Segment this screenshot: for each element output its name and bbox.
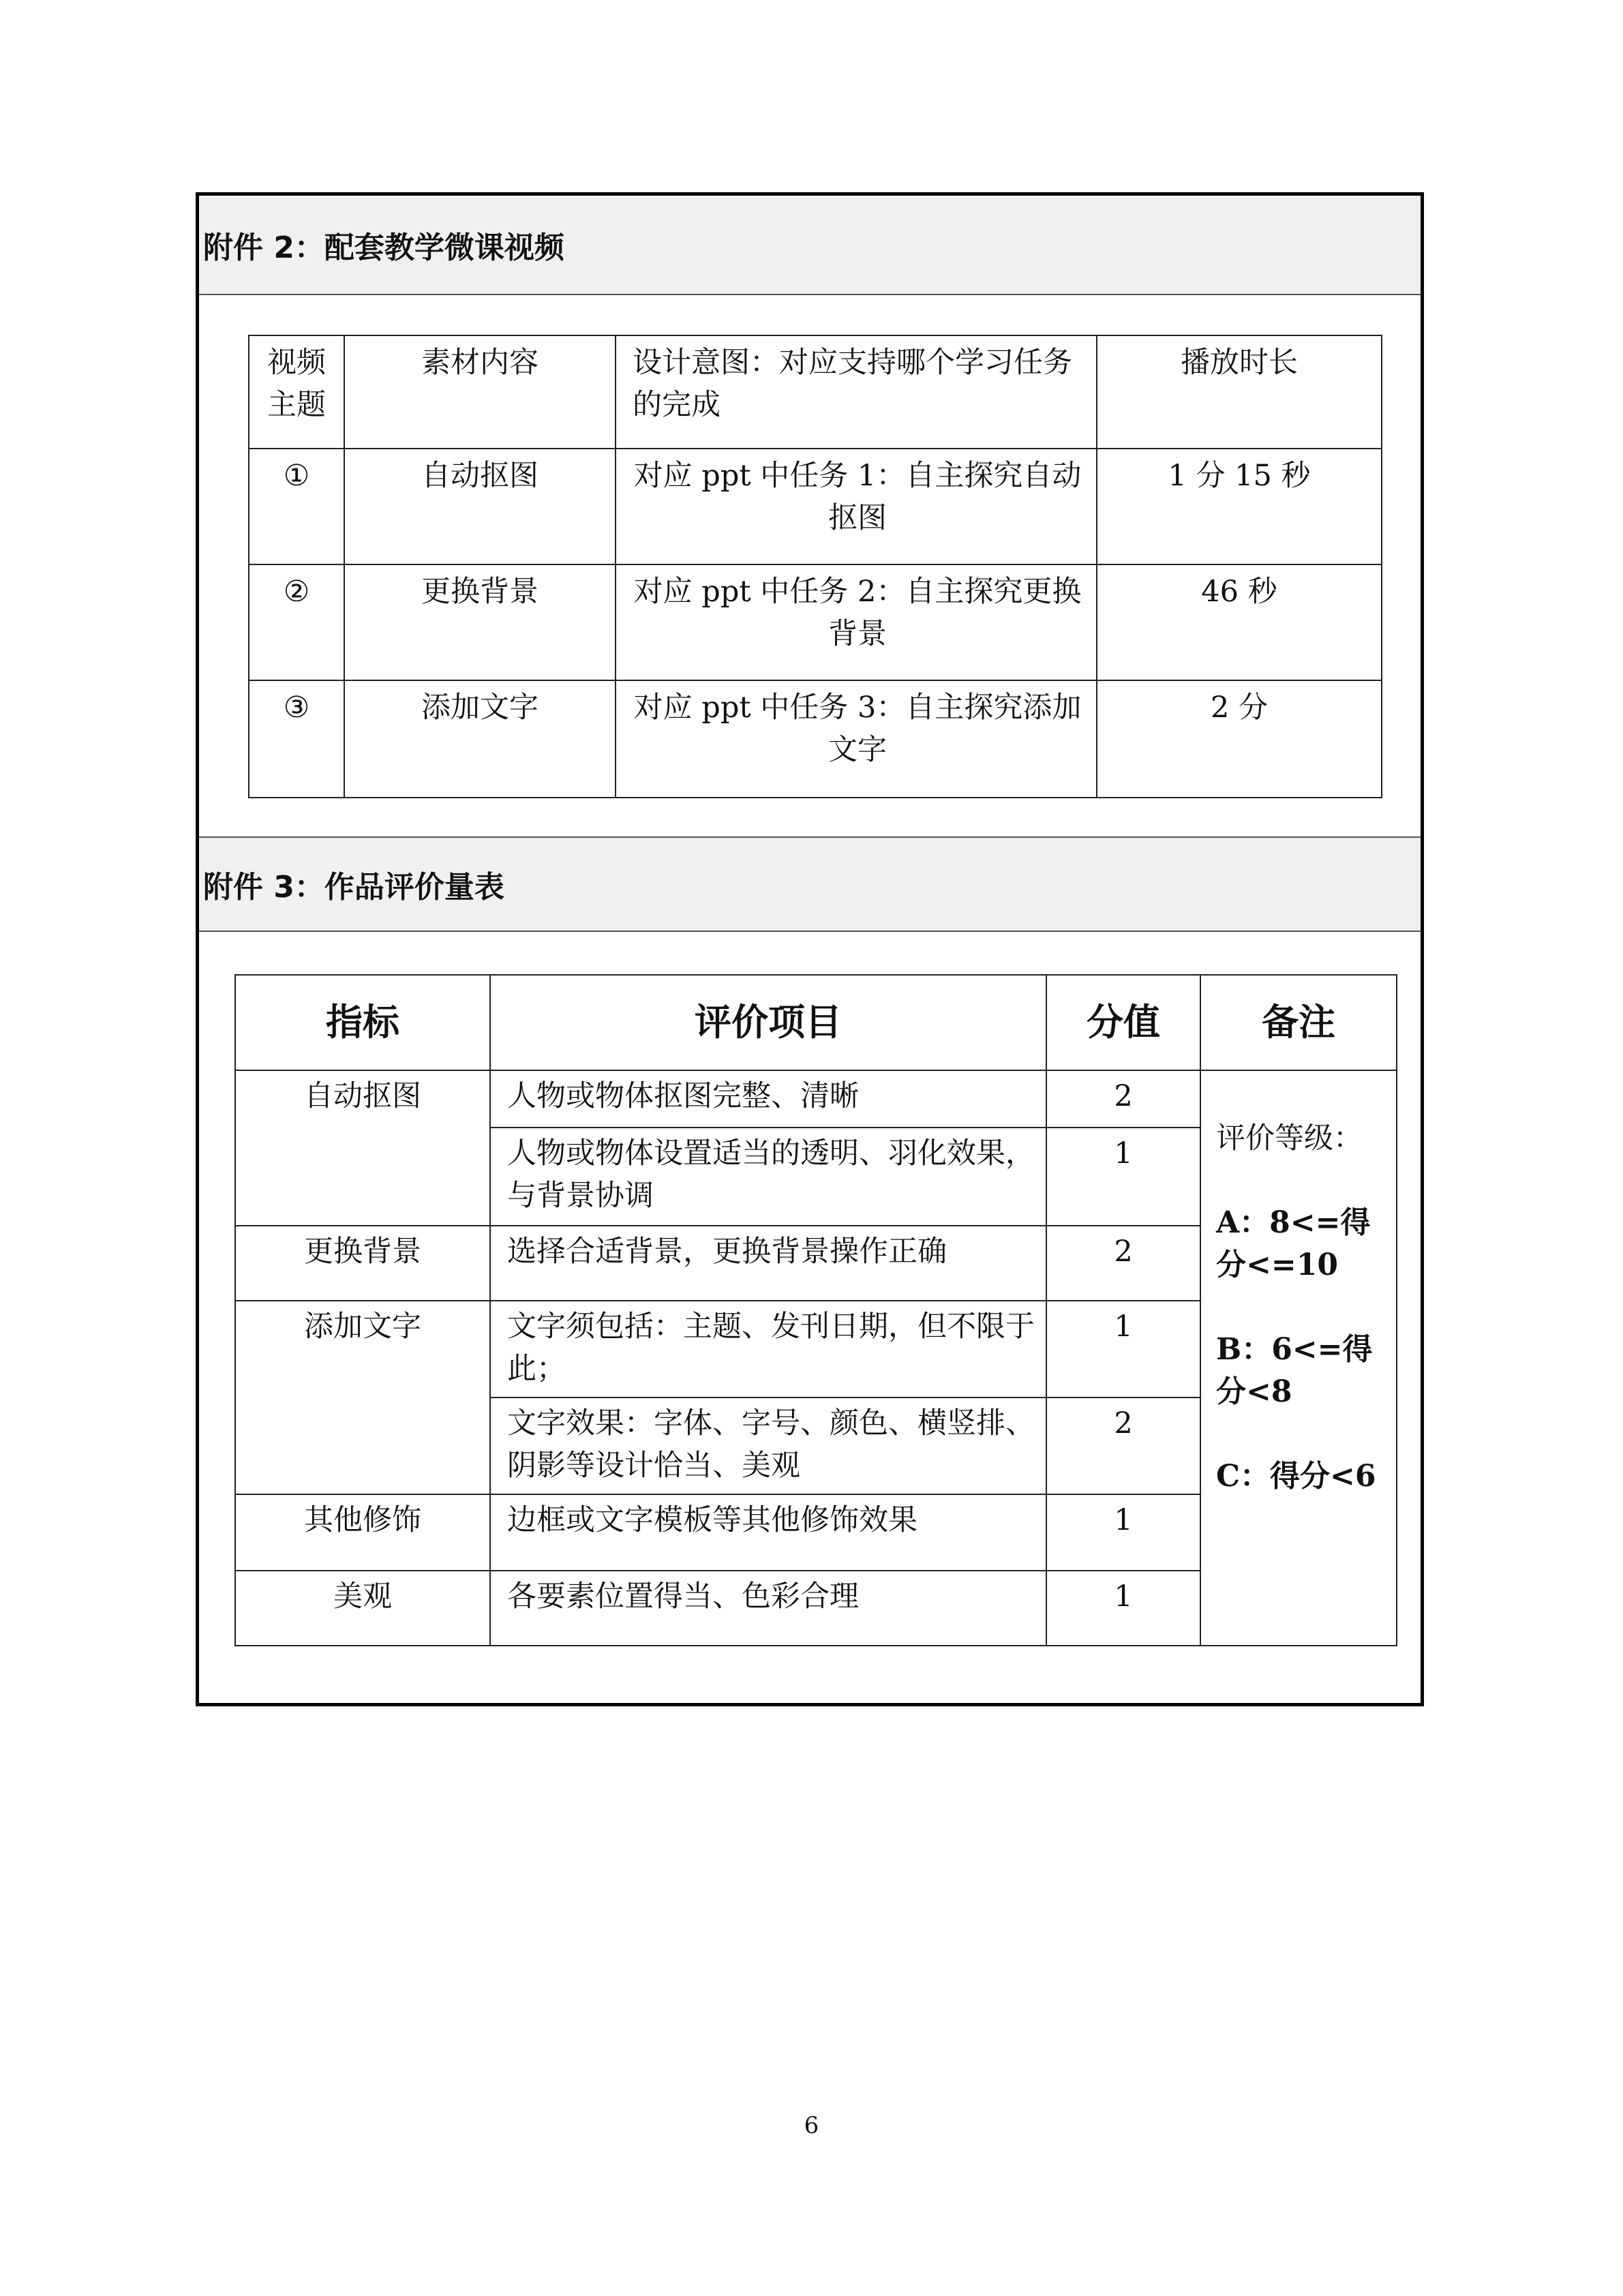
- table-row: [249, 449, 1382, 564]
- video-table-header: [249, 335, 1382, 449]
- row-content: 自动抠图: [344, 449, 616, 564]
- row-number: ①: [249, 449, 344, 564]
- item-cell: 边框或文字模板等其他修饰效果: [490, 1494, 1046, 1571]
- header-topic: 视频主题: [249, 335, 344, 449]
- indicator-cell: 添加文字: [235, 1301, 490, 1494]
- row-intent: 对应 ppt 中任务 1：自主探究自动抠图: [616, 449, 1097, 564]
- grade-b: B：6<=得分<8: [1216, 1332, 1373, 1409]
- indicator-cell: 其他修饰: [235, 1494, 490, 1571]
- score-cell: 2: [1046, 1226, 1200, 1301]
- header-intent: 设计意图：对应支持哪个学习任务的完成: [616, 335, 1097, 449]
- row-content: 更换背景: [344, 564, 616, 680]
- evaluation-table: [234, 974, 1397, 1646]
- item-cell: 各要素位置得当、色彩合理: [490, 1571, 1046, 1646]
- score-cell: 1: [1046, 1494, 1200, 1571]
- header-score: 分值: [1046, 975, 1200, 1070]
- row-duration: 2 分: [1097, 680, 1382, 798]
- attachment2-title: 附件 2：配套教学微课视频: [199, 196, 1421, 295]
- item-cell: 文字效果：字体、字号、颜色、横竖排、阴影等设计恰当、美观: [490, 1398, 1046, 1494]
- grade-a: A：8<=得分<=10: [1216, 1205, 1371, 1282]
- table-row: [249, 564, 1382, 680]
- row-duration: 46 秒: [1097, 564, 1382, 680]
- row-number: ②: [249, 564, 344, 680]
- score-cell: 1: [1046, 1128, 1200, 1226]
- item-cell: 人物或物体设置适当的透明、羽化效果，与背景协调: [490, 1128, 1046, 1226]
- header-notes: 备注: [1200, 975, 1397, 1070]
- indicator-cell: 美观: [235, 1571, 490, 1646]
- row-content: 添加文字: [344, 680, 616, 798]
- grade-c: C：得分<6: [1216, 1459, 1376, 1494]
- row-number: ③: [249, 680, 344, 798]
- header-content: 素材内容: [344, 335, 616, 449]
- header-indicator: 指标: [235, 975, 490, 1070]
- content-frame: [196, 192, 1424, 1706]
- table-row: [235, 1070, 1397, 1128]
- page-number: 6: [804, 2112, 819, 2139]
- video-table: [248, 335, 1382, 798]
- row-intent: 对应 ppt 中任务 3：自主探究添加文字: [616, 680, 1097, 798]
- score-cell: 2: [1046, 1070, 1200, 1128]
- indicator-cell: 更换背景: [235, 1226, 490, 1301]
- evaluation-table-header: [235, 975, 1397, 1070]
- indicator-cell: 自动抠图: [235, 1070, 490, 1226]
- row-duration: 1 分 15 秒: [1097, 449, 1382, 564]
- header-duration: 播放时长: [1097, 335, 1382, 449]
- header-item: 评价项目: [490, 975, 1046, 1070]
- item-cell: 人物或物体抠图完整、清晰: [490, 1070, 1046, 1128]
- table-row: [249, 680, 1382, 798]
- notes-cell: [1200, 1070, 1397, 1646]
- score-cell: 2: [1046, 1398, 1200, 1494]
- item-cell: 选择合适背景，更换背景操作正确: [490, 1226, 1046, 1301]
- score-cell: 1: [1046, 1301, 1200, 1398]
- item-cell: 文字须包括：主题、发刊日期，但不限于此；: [490, 1301, 1046, 1398]
- grade-heading: 评价等级：: [1216, 1121, 1363, 1155]
- attachment3-title: 附件 3：作品评价量表: [199, 836, 1421, 932]
- row-intent: 对应 ppt 中任务 2：自主探究更换背景: [616, 564, 1097, 680]
- score-cell: 1: [1046, 1571, 1200, 1646]
